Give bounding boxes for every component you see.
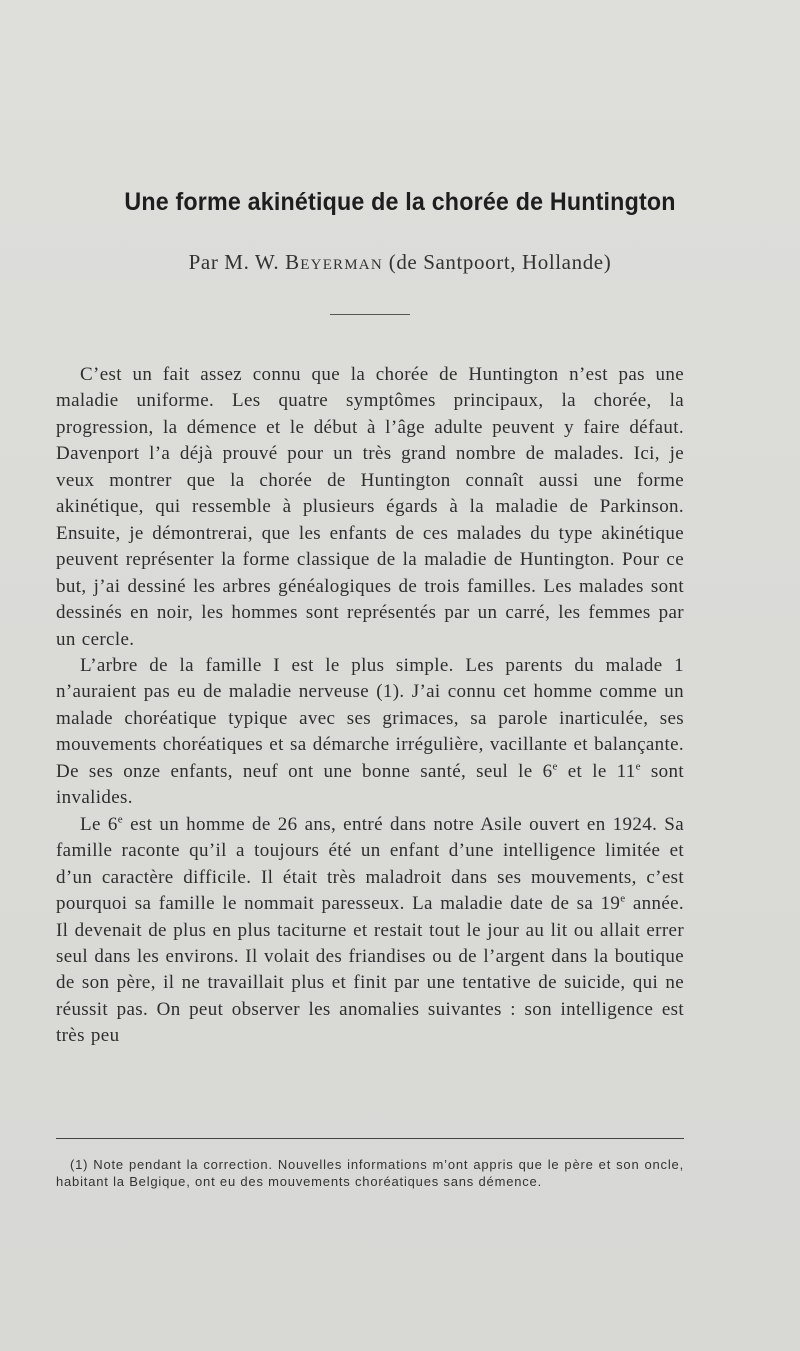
paragraph-3-text-a: Le 6 [80, 813, 118, 835]
byline-prefix: Par M. W. [188, 250, 286, 274]
paragraph-2-text-b: et le 11 [557, 760, 636, 782]
paragraph-3-text-c: année. Il devenait de plus en plus taciturne et restait tout le jour au lit ou allait errer seul dans les environs. Il volait des friandises ou de l’argent dans la boutique de son père, il ne travaillait plus et finit par une tentative de suicide, qui ne réussit pas. On peut observer les anomalies suivantes : son intelligence est très peu [56, 893, 684, 1047]
ordinal-superscript: e [620, 892, 626, 905]
ordinal-superscript: e [635, 760, 641, 773]
paragraph-2-text-c: sont invalides. [56, 760, 684, 809]
paragraph-3 [56, 812, 684, 1050]
byline [0, 250, 800, 275]
title-separator [330, 314, 410, 315]
paragraph-1: C’est un fait assez connu que la chorée de Huntington n’est pas une maladie uniforme. Les quatre symptômes principaux, la chorée, la progression, la démence et le début à l’âge adulte peuvent y faire défaut. Davenport l’a déjà prouvé pour un très grand nombre de malades. Ici, je veux montrer que la chorée de Huntington connaît aussi une forme akinétique, qui ressemble à plusieurs égards à la maladie de Parkinson. Ensuite, je démontrerai, que les enfants de ces malades du type akinétique peuvent représenter la forme classique de la maladie de Huntington. Pour ce but, j’ai dessiné les arbres généalogiques de trois familles. Les malades sont dessinés en noir, les hommes sont représentés par un carré, les femmes par un cercle. [56, 364, 684, 650]
footnote-separator [56, 1138, 684, 1139]
paragraph-2-text-a: L’arbre de la famille I est le plus simple. Les parents du malade 1 n’auraient pas eu de maladie nerveuse (1). J’ai connu cet homme comme un malade choréatique typique avec ses grimaces, sa parole inarticulée, ses mouvements choréatiques et sa démarche irrégulière, vacillante et balançante. De ses onze enfants, neuf ont une bonne santé, seul le 6 [56, 654, 684, 782]
paragraph-2 [56, 653, 684, 812]
ordinal-superscript: e [552, 760, 558, 773]
footnote-text: (1) Note pendant la correction. Nouvelles informations m’ont appris que le père et son oncle, habitant la Belgique, ont eu des mouvements choréatiques sans démence. [56, 1157, 684, 1189]
article-body [56, 362, 684, 1050]
author-name: Beyerman [285, 250, 383, 274]
byline-affiliation: (de Santpoort, Hollande) [382, 250, 612, 274]
paragraph-3-text-b: est un homme de 26 ans, entré dans notre Asile ouvert en 1924. Sa famille raconte qu’il a toujours été un enfant d’une intelligence limitée et d’un caractère difficile. Il était très maladroit dans ses mouvements, c’est pourquoi sa famille le nommait paresseux. La maladie date de sa 19 [56, 813, 684, 915]
footnote [56, 1156, 684, 1190]
article-title: Une forme akinétique de la chorée de Huntington [124, 188, 676, 216]
ordinal-superscript: e [117, 813, 123, 826]
